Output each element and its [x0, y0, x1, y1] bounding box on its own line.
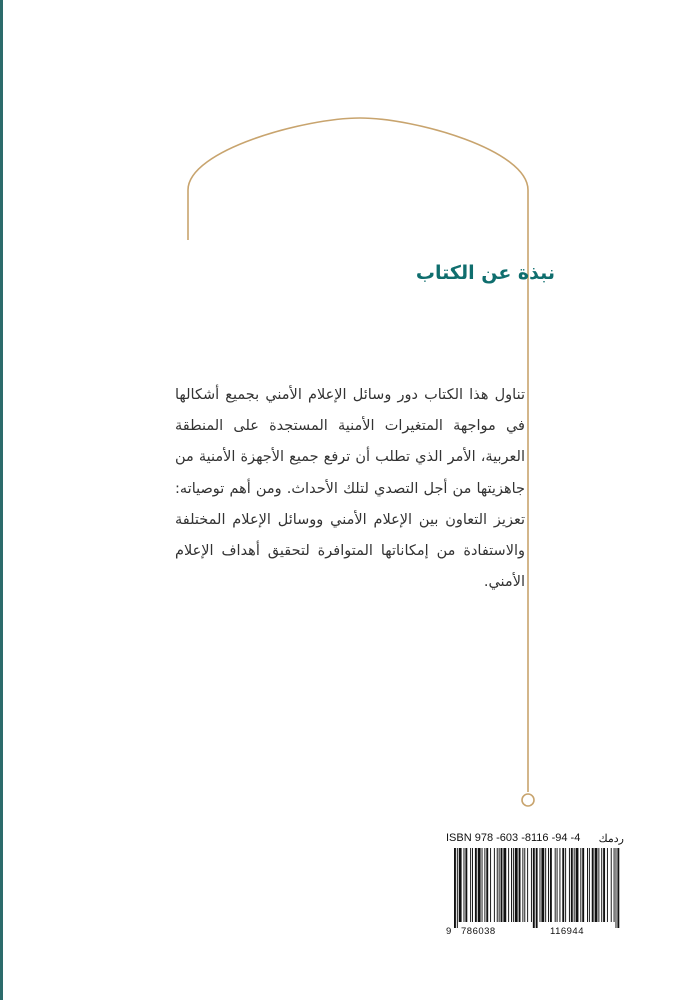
barcode-bar — [557, 848, 558, 922]
barcode-bar — [565, 848, 566, 922]
barcode-bar — [482, 848, 483, 922]
barcode-bar — [545, 848, 546, 922]
barcode-bar — [555, 848, 556, 922]
barcode-bar — [587, 848, 588, 922]
barcode-bar — [457, 848, 458, 928]
barcode-bar — [589, 848, 590, 922]
barcode-bar — [598, 848, 599, 922]
barcode-right-digits: 116944 — [550, 926, 584, 937]
barcode-bar — [531, 848, 532, 922]
barcode-bar — [592, 848, 594, 922]
barcode-bar — [459, 848, 462, 922]
barcode-bar — [508, 848, 509, 922]
barcode-left-digits: 786038 — [461, 926, 496, 937]
barcode-bar — [540, 848, 541, 922]
barcode-first-digit: 9 — [446, 926, 452, 937]
isbn-row — [446, 832, 624, 848]
barcode-bar — [475, 848, 477, 922]
barcode-bar — [494, 848, 495, 922]
summary-paragraph: تناول هذا الكتاب دور وسائل الإعلام الأمني بجميع أشكالها في مواجهة المتغيرات الأمنية المستجدة على المنطقة العربية، الأمر الذي تطلب أن ترفع جميع الأجهزة الأمنية من جاهزيتها من أجل التصدي لتلك الأحداث. ومن أهم توصياته: تعزيز التعاون بين الإعلام الأمني ووسائل الإعلام المختلفة والاستفادة من إمكاناتها المتوافرة لتحقيق أهداف الإعلام الأمني. — [175, 387, 525, 591]
barcode-bar — [607, 848, 608, 922]
barcode-bar — [536, 848, 538, 928]
barcode-bar — [576, 848, 579, 922]
barcode-bar — [611, 848, 612, 922]
barcode-bar — [562, 848, 564, 922]
barcode-bar — [533, 848, 535, 928]
barcode-bar — [519, 848, 521, 922]
barcode-bar — [501, 848, 503, 922]
barcode-bar — [582, 848, 584, 922]
barcode-bar — [601, 848, 602, 922]
isbn-arabic-label: ردمك — [598, 833, 624, 845]
frame-end-ring — [522, 794, 534, 806]
section-heading: نبذة عن الكتاب — [415, 262, 555, 284]
barcode — [446, 848, 624, 928]
barcode-bar — [497, 848, 498, 922]
barcode-bar — [470, 848, 471, 922]
barcode-bar — [527, 848, 528, 922]
barcode-bar — [617, 848, 619, 928]
barcode-bar — [522, 848, 523, 922]
isbn-number: ISBN 978 -603 -8116 -94 -4 — [446, 832, 581, 844]
barcode-bar — [616, 848, 617, 928]
barcode-bar — [484, 848, 485, 922]
barcode-bar — [465, 848, 467, 922]
barcode-bar — [580, 848, 581, 922]
barcode-bar — [454, 848, 456, 928]
barcode-bar — [490, 848, 491, 922]
barcode-bar — [486, 848, 488, 922]
barcode-bar — [524, 848, 525, 922]
barcode-bar — [574, 848, 575, 922]
book-summary — [175, 380, 525, 598]
barcode-bar — [472, 848, 473, 922]
barcode-bar — [499, 848, 500, 922]
barcode-bar — [515, 848, 518, 922]
barcode-bar — [541, 848, 544, 922]
barcode-bar — [595, 848, 598, 922]
barcode-bar — [550, 848, 552, 922]
barcode-bar — [603, 848, 605, 922]
barcode-bar — [503, 848, 506, 922]
barcode-bar — [478, 848, 481, 922]
barcode-bar — [511, 848, 512, 922]
barcode-bar — [571, 848, 573, 922]
barcode-bar — [513, 848, 514, 922]
barcode-bar — [569, 848, 570, 922]
barcode-bar — [464, 848, 465, 922]
barcode-bar — [559, 848, 560, 922]
barcode-bar — [548, 848, 549, 922]
barcode-bar — [614, 848, 615, 922]
isbn-barcode-block — [446, 832, 624, 940]
